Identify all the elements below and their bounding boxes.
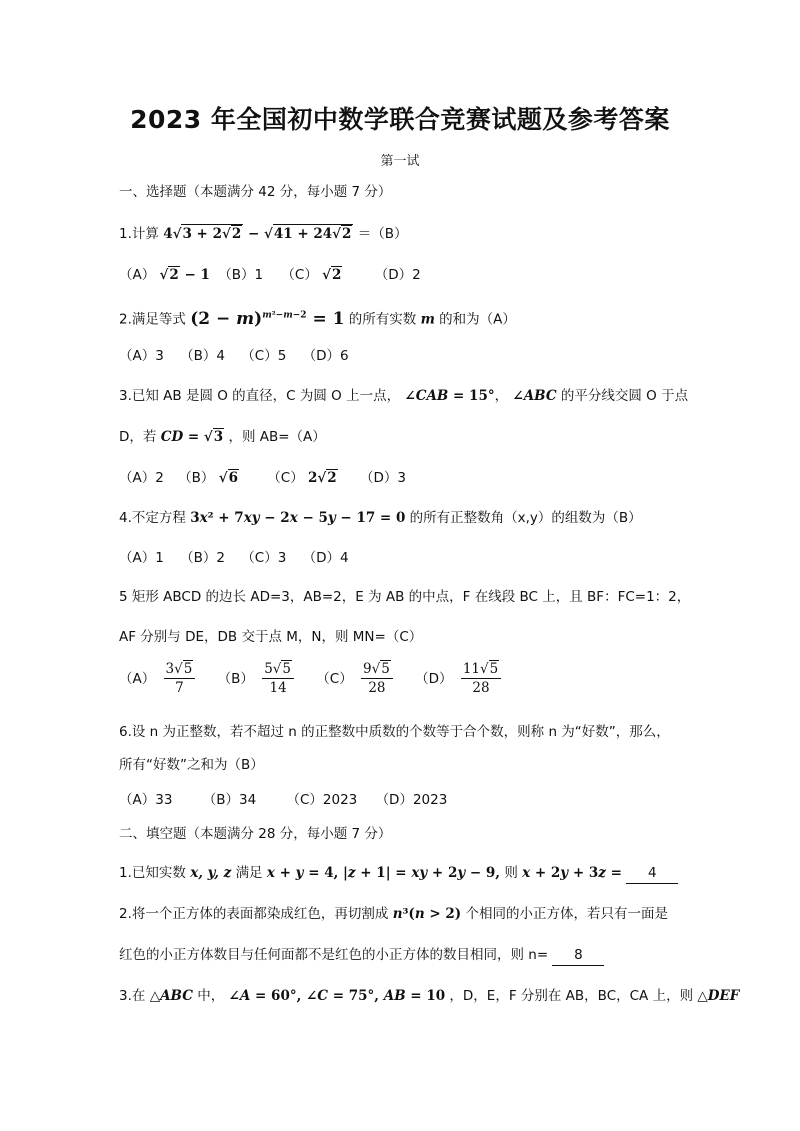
fill-question-1 (119, 863, 678, 884)
q1-option-c-math: √2 (322, 267, 342, 283)
q6-option-d: （D）2023 (375, 792, 448, 808)
question-5-line-2: AF 分别与 DE，DB 交于点 M，N，则 MN=（C） (119, 629, 423, 645)
question-2-options (119, 346, 349, 366)
question-1-options (119, 265, 421, 285)
q3-text-2: 的平分线交圆 O 于点 (560, 388, 689, 404)
f1-mid: 满足 (235, 865, 263, 881)
q2-option-b: （B）4 (180, 348, 225, 364)
q4-label: 4.不定方程 (119, 510, 186, 526)
q5-option-b-label: （B） (217, 670, 254, 687)
q2-formula: $(2 - m)^{m^2-m-2} = 1$ (190, 308, 345, 329)
q3-option-b-label: （B） (178, 470, 215, 486)
q1-option-b: （B）1 (218, 267, 264, 283)
q5-option-c-label: （C） (316, 670, 353, 687)
f1-then: 则 (504, 865, 518, 881)
q2-var-m: m (420, 311, 435, 328)
f3-tail: ，D，E，F 分别在 AB，BC，CA 上，则 (449, 988, 694, 1004)
q3-option-b-math: √6 (218, 470, 238, 486)
f2-text-1: 2.将一个正方体的表面都染成红色，再切割成 (119, 906, 389, 922)
section-heading-fill: 二、填空题（本题满分 28 分，每小题 7 分） (119, 826, 392, 842)
q3-option-c-math: 2√2 (308, 470, 337, 486)
q5-option-d-fraction: $\frac{11√5}{28}$ (461, 660, 501, 697)
q4-option-c: （C）3 (241, 550, 287, 566)
q3-angle-cab: ∠CAB (404, 388, 449, 404)
q4-formula: 3x² + 7xy − 2x − 5y − 17 = 0 (190, 510, 406, 526)
q3-cd: CD (160, 429, 184, 445)
q2-mid: 的所有实数 (348, 311, 417, 328)
question-3-line-1: 3.已知 AB 是圆 O 的直径，C 为圆 O 上一点， ∠CAB = 15°， ∠ABC 的平分线交圆 O 于点 (119, 388, 689, 404)
q6-option-b: （B）34 (202, 792, 257, 808)
q3-text-3: D，若 (119, 429, 157, 445)
q3-option-c-label: （C） (267, 470, 304, 486)
f1-expression: x + 2y + 3z = (522, 865, 622, 881)
q1-answer: ＝（B） (357, 226, 408, 242)
f3-label: 3.在 (119, 988, 146, 1004)
f2-text-3: 红色的小正方体数目与任何面都不是红色的小正方体的数目相同，则 n= (119, 947, 549, 963)
q5-option-d-label: （D） (415, 670, 453, 687)
q3-option-a: （A）2 (119, 470, 164, 486)
question-4-options (119, 548, 349, 568)
q2-label: 2.满足等式 (119, 311, 186, 328)
section-heading-choice: 一、选择题（本题满分 42 分，每小题 7 分） (119, 184, 392, 200)
question-1 (119, 224, 407, 244)
q2-option-d: （D）6 (302, 348, 349, 364)
question-4 (119, 508, 642, 528)
f3-triangle-def: △DEF (697, 988, 740, 1004)
question-3-line-2: D，若 CD = √3 ，则 AB=（A） (119, 429, 326, 445)
q5-option-b-fraction: $\frac{5√5}{14}$ (262, 660, 294, 697)
page-title: 2023 年全国初中数学联合竞赛试题及参考答案 (130, 105, 670, 134)
q1-option-c-label: （C） (281, 267, 318, 283)
f2-answer-blank: 8 (552, 945, 604, 966)
question-2 (119, 305, 516, 330)
q6-option-c: （C）2023 (286, 792, 358, 808)
q4-option-b: （B）2 (180, 550, 225, 566)
q3-text-1: 3.已知 AB 是圆 O 的直径，C 为圆 O 上一点， (119, 388, 401, 404)
q6-option-a: （A）33 (119, 792, 173, 808)
f3-formula: ∠A = 60°, ∠C = 75°, AB = 10 (228, 988, 446, 1004)
q3-text-4: ，则 AB=（A） (228, 429, 326, 445)
question-6-line-2: 所有“好数”之和为（B） (119, 757, 264, 773)
question-5-line-1: 5 矩形 ABCD 的边长 AD=3，AB=2，E 为 AB 的中点，F 在线段 BC 上，且 BF：FC=1：2， (119, 589, 691, 605)
f3-triangle: △ABC (149, 988, 193, 1004)
question-6-line-1: 6.设 n 为正整数，若不超过 n 的正整数中质数的个数等于合个数，则称 n 为“好数”，那么， (119, 724, 670, 740)
f2-text-2: 个相同的小正方体，若只有一面是 (465, 906, 668, 922)
q1-option-a-math: √2 − 1 (159, 267, 210, 283)
q1-option-a-label: （A） (119, 267, 156, 283)
q4-option-d: （D）4 (302, 550, 349, 566)
q5-option-a-fraction: $\frac{3√5}{7}$ (164, 660, 196, 697)
q2-option-a: （A）3 (119, 348, 164, 364)
question-3-options (119, 468, 406, 488)
fill-question-2-line-1 (119, 904, 668, 924)
f1-answer-blank: 4 (626, 863, 678, 884)
q4-tail: 的所有正整数角（x,y）的组数为（B） (409, 510, 642, 526)
q1-label: 1.计算 (119, 226, 159, 242)
page-subtitle: 第一试 (380, 154, 420, 169)
q4-option-a: （A）1 (119, 550, 164, 566)
q1-option-d: （D）2 (374, 267, 421, 283)
q2-tail: 的和为（A） (439, 311, 516, 328)
q3-angle-abc: ∠ABC (512, 388, 557, 404)
fill-question-2-line-2 (119, 945, 604, 966)
f1-formula: x + y = 4, |z + 1| = xy + 2y − 9, (266, 865, 501, 881)
q3-option-d: （D）3 (359, 470, 406, 486)
f3-mid: 中， (197, 988, 225, 1004)
question-6-options (119, 790, 447, 810)
q1-formula: 4√3 + 2√2 − √41 + 24√2 (163, 226, 352, 242)
q5-option-a-label: （A） (119, 670, 156, 687)
fill-question-3 (119, 986, 739, 1006)
q5-option-c-fraction: $\frac{9√5}{28}$ (361, 660, 393, 697)
f2-formula: n³(n > 2) (392, 906, 462, 922)
f1-vars: x, y, z (190, 865, 232, 881)
q2-option-c: （C）5 (241, 348, 287, 364)
question-5-options (119, 660, 505, 697)
f1-label: 1.已知实数 (119, 865, 186, 881)
